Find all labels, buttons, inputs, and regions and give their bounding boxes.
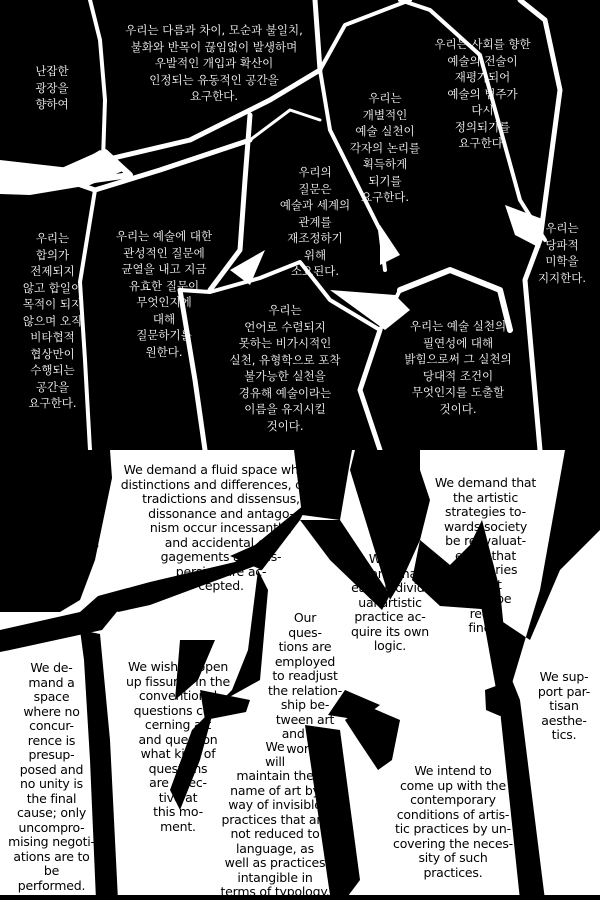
korean-statement-9: 우리는 예술 실천의 필연성에 대해 밝힘으로써 그 실천의 당대적 조건이 무엇인지를 도출할 것이다. — [404, 319, 512, 416]
korean-statement-6: 우리는 예술에 대한 관성적인 질문에 균열을 내고 지금 유효한 질문이 무엇인지에 대해 질문하기를 원한다. — [115, 229, 213, 359]
korean-statement-4: 우리의 질문은 예술과 세계의 관계를 재조정하기 위해 소요된다. — [279, 165, 351, 278]
korean-statement-7: 우리는 당파적 미학을 지지한다. — [537, 221, 587, 285]
english-statement-3: We de- mand that each individ- ual artistic practice ac- quire its own logic. — [351, 551, 429, 653]
english-statement-6: We wish to open up fissures in the conventional questions con- cerning art and question what kind of questions are effec- tive at this mo- ment. — [126, 659, 230, 834]
korean-title: 난잡한 광장을 향하여 — [35, 64, 69, 111]
korean-statement-8: 우리는 언어로 수렴되지 못하는 비가시적인 실천, 유형학으로 포착 불가능한 실천을 경유해 예술이라는 이름을 유지시킬 것이다. — [229, 303, 341, 433]
english-statement-9: We intend to come up with the contemporary conditions of artis- tic practices by un- covering the neces- sity of such practices. — [393, 763, 513, 880]
english-statement-7: We sup- port par- tisan aesthe- tics. — [537, 669, 591, 742]
english-statement-8: We will maintain the name of art by way of invisible practices that are not reduced to language, as well as practices intangible in terms of typology. — [220, 739, 330, 899]
english-statement-5: We de- mand a space where no concur- rence is presup- posed and no unity is the final cause; only uncompro- mising negoti- ations are to be performed. — [8, 660, 95, 893]
korean-statement-1: 우리는 다름과 차이, 모순과 불일치, 불화와 반목이 끊임없이 발생하며 우발적인 개입과 확산이 인정되는 유동적인 공간을 요구한다. — [125, 23, 303, 103]
english-statement-4: Our ques- tions are employed to readjust the relation- ship be- tween art and the world. — [267, 610, 343, 756]
korean-statement-5: 우리는 합의가 전제되지 않고 합일이 목적이 되지 않으며 오직 비타협적 협상만이 수행되는 공간을 요구한다. — [22, 231, 83, 410]
english-statement-2: We demand that the artistic strategies to- wards society be reevaluat- ed so that categories of art could be rede- fined. — [434, 475, 537, 635]
korean-statement-3: 우리는 개별적인 예술 실천이 각자의 논리를 획득하게 되기를 요구한다. — [349, 91, 421, 204]
english-statement-1: We demand a fluid space where distinctions and differences, con- tradictions and dissensus, dissonance and antago- nism occur incessantly, and accidental en- gagements and dis- persion are ac- cepted. — [120, 462, 322, 593]
korean-statement-2: 우리는 사회를 향한 예술의 전술이 재평가되어 예술의 범주가 다시 정의되기를 요구한다. — [434, 37, 531, 150]
english-title: Towards a Promiscuous Square — [22, 521, 99, 565]
